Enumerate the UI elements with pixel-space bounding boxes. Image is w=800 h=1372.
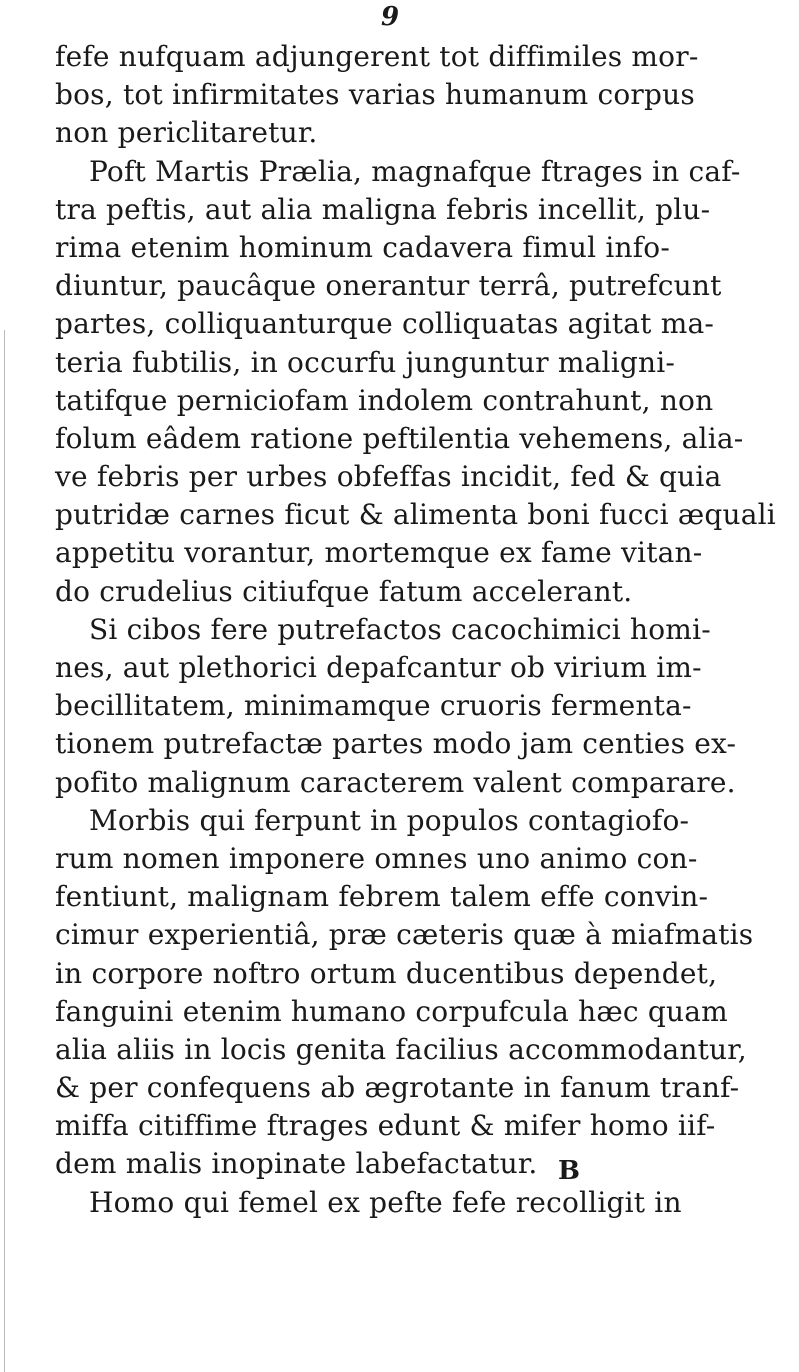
text-line: tatifque perniciofam indolem contrahunt, non: [55, 383, 714, 417]
text-line: cimur experientiâ, præ cæteris quæ à miafmatis: [55, 918, 754, 952]
text-line: dem malis inopinate labefactatur.: [55, 1147, 538, 1181]
text-line: fanguini etenim humano corpufcula hæc quam: [55, 994, 728, 1028]
text-line: pofito malignum caracterem valent comparare.: [55, 765, 736, 799]
text-line: partes, colliquanturque colliquatas agitat ma-: [55, 307, 715, 341]
body-text: [55, 38, 775, 1222]
text-line: do crudelius citiufque fatum accelerant.: [55, 574, 633, 608]
page-edge-shadow: [4, 330, 5, 1372]
text-line: rum nomen imponere omnes uno animo con-: [55, 841, 698, 875]
text-line: fentiunt, malignam febrem talem effe convin-: [55, 880, 709, 914]
text-line: Poft Martis Prælia, magnafque ftrages in caf-: [89, 154, 741, 188]
text-line: appetitu vorantur, mortemque ex fame vitan-: [55, 536, 703, 570]
text-line: fefe nufquam adjungerent tot diffimiles mor-: [55, 40, 699, 73]
text-line: in corpore noftro ortum ducentibus dependet,: [55, 956, 718, 990]
text-line: bos, tot infirmitates varias humanum corpus: [55, 78, 695, 112]
text-line: Si cibos fere putrefactos cacochimici homi-: [89, 612, 711, 646]
text-line: tra peftis, aut alia maligna febris incellit, plu-: [55, 192, 711, 226]
text-line: alia aliis in locis genita facilius accommodantur,: [55, 1032, 747, 1066]
text-line: folum eâdem ratione peftilentia vehemens, alia-: [55, 421, 744, 455]
text-line: putridæ carnes ficut & alimenta boni fucci æquali: [55, 498, 776, 532]
text-line: tionem putrefactæ partes modo jam centies ex-: [55, 727, 737, 761]
text-line: rima etenim hominum cadavera fimul info-: [55, 230, 671, 264]
page-number: 9: [381, 2, 400, 32]
text-line: diuntur, paucâque onerantur terrâ, putrefcunt: [55, 269, 722, 303]
text-line: non periclitaretur.: [55, 116, 318, 150]
text-line: becillitatem, minimamque cruoris fermenta-: [55, 689, 692, 723]
text-line: teria fubtilis, in occurfu junguntur maligni-: [55, 345, 676, 379]
text-line: miffa citiffime ftrages edunt & mifer homo iif-: [55, 1109, 716, 1143]
signature-mark: B: [558, 1156, 580, 1186]
text-line: Morbis qui ferpunt in populos contagiofo-: [89, 803, 690, 837]
text-line: & per confequens ab ægrotante in fanum tranf-: [55, 1071, 740, 1105]
text-line: ve febris per urbes obfeffas incidit, fed & quia: [55, 460, 722, 494]
text-line: Homo qui femel ex pefte fefe recolligit in: [89, 1185, 682, 1219]
text-line: nes, aut plethorici depafcantur ob virium im-: [55, 651, 702, 684]
